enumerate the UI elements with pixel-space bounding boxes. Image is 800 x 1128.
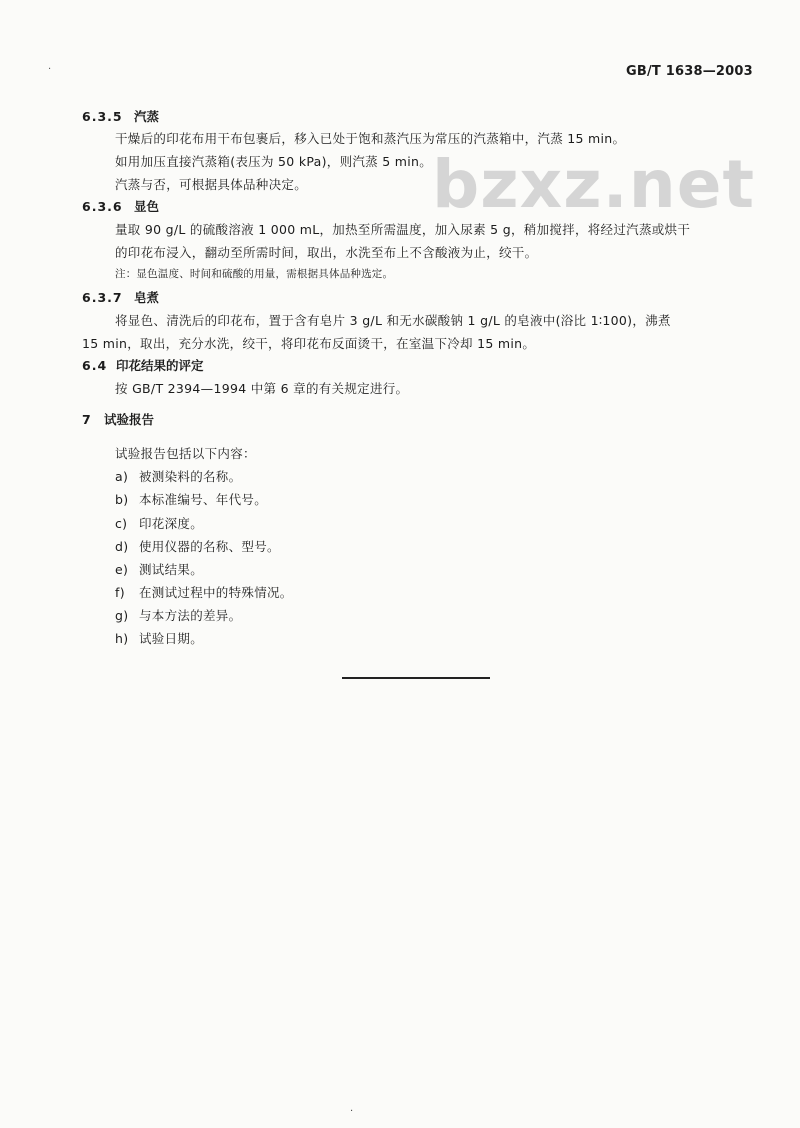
list-item <box>115 490 267 508</box>
standard-code: GB/T 1638—2003 <box>626 64 753 79</box>
list-text: 在测试过程中的特殊情况。 <box>139 585 293 600</box>
paragraph-line: 如用加压直接汽蒸箱(表压为 50 kPa)，则汽蒸 5 min。 <box>115 154 433 169</box>
paragraph-line: 干燥后的印花布用干布包裹后，移入已处于饱和蒸汽压为常压的汽蒸箱中，汽蒸 15 min。 <box>115 131 626 146</box>
list-marker: h) <box>115 631 129 646</box>
paragraph-line: 试验报告包括以下内容： <box>115 446 256 461</box>
scan-speck: · <box>350 1106 354 1117</box>
section-number: 6.3.6 <box>82 199 123 214</box>
end-of-document-rule <box>342 677 490 679</box>
list-text: 印花深度。 <box>139 516 204 531</box>
section-heading-7 <box>82 410 154 428</box>
list-marker: f) <box>115 585 125 600</box>
list-marker: e) <box>115 562 129 577</box>
paragraph-line: 的印花布浸入，翻动至所需时间，取出，水洗至布上不含酸液为止，绞干。 <box>115 245 538 260</box>
section-title: 印花结果的评定 <box>116 358 204 373</box>
watermark: bzxz.net <box>432 146 756 223</box>
list-marker: b) <box>115 492 129 507</box>
list-item <box>115 629 203 647</box>
section-number: 7 <box>82 412 92 427</box>
scan-speck: · <box>48 64 52 75</box>
section-heading-6-3-7 <box>82 288 159 306</box>
paragraph-line: 按 GB/T 2394—1994 中第 6 章的有关规定进行。 <box>115 381 409 396</box>
list-text: 测试结果。 <box>139 562 204 577</box>
list-item <box>115 606 241 624</box>
section-number: 6.3.5 <box>82 109 123 124</box>
list-text: 被测染料的名称。 <box>139 469 242 484</box>
section-title: 显色 <box>134 199 160 214</box>
section-number: 6.3.7 <box>82 290 123 305</box>
list-text: 试验日期。 <box>139 631 204 646</box>
list-marker: c) <box>115 516 128 531</box>
paragraph-line: 量取 90 g/L 的硫酸溶液 1 000 mL，加热至所需温度，加入尿素 5 g，稍加搅拌，将经过汽蒸或烘干 <box>115 222 691 237</box>
note-line: 注：显色温度、时间和硫酸的用量，需根据具体品种选定。 <box>115 268 394 280</box>
list-marker: d) <box>115 539 129 554</box>
section-title: 皂煮 <box>134 290 160 305</box>
list-item <box>115 514 203 532</box>
section-heading-6-3-6 <box>82 197 159 215</box>
list-text: 使用仪器的名称、型号。 <box>139 539 280 554</box>
paragraph-line: 15 min，取出，充分水洗，绞干，将印花布反面烫干，在室温下冷却 15 min。 <box>82 336 536 351</box>
list-text: 与本方法的差异。 <box>139 608 242 623</box>
list-item <box>115 560 203 578</box>
section-title: 试验报告 <box>104 412 155 427</box>
section-title: 汽蒸 <box>134 109 160 124</box>
paragraph-line: 汽蒸与否，可根据具体品种决定。 <box>115 177 308 192</box>
list-marker: a) <box>115 469 129 484</box>
section-heading-6-3-5 <box>82 107 159 125</box>
list-text: 本标准编号、年代号。 <box>139 492 268 507</box>
section-heading-6-4 <box>82 356 204 374</box>
list-item <box>115 467 241 485</box>
list-item <box>115 583 293 601</box>
list-item <box>115 537 280 555</box>
list-marker: g) <box>115 608 129 623</box>
section-number: 6.4 <box>82 358 108 373</box>
paragraph-line: 将显色、清洗后的印花布，置于含有皂片 3 g/L 和无水碳酸钠 1 g/L 的皂液中(浴比 1∶100)，沸煮 <box>115 313 671 328</box>
